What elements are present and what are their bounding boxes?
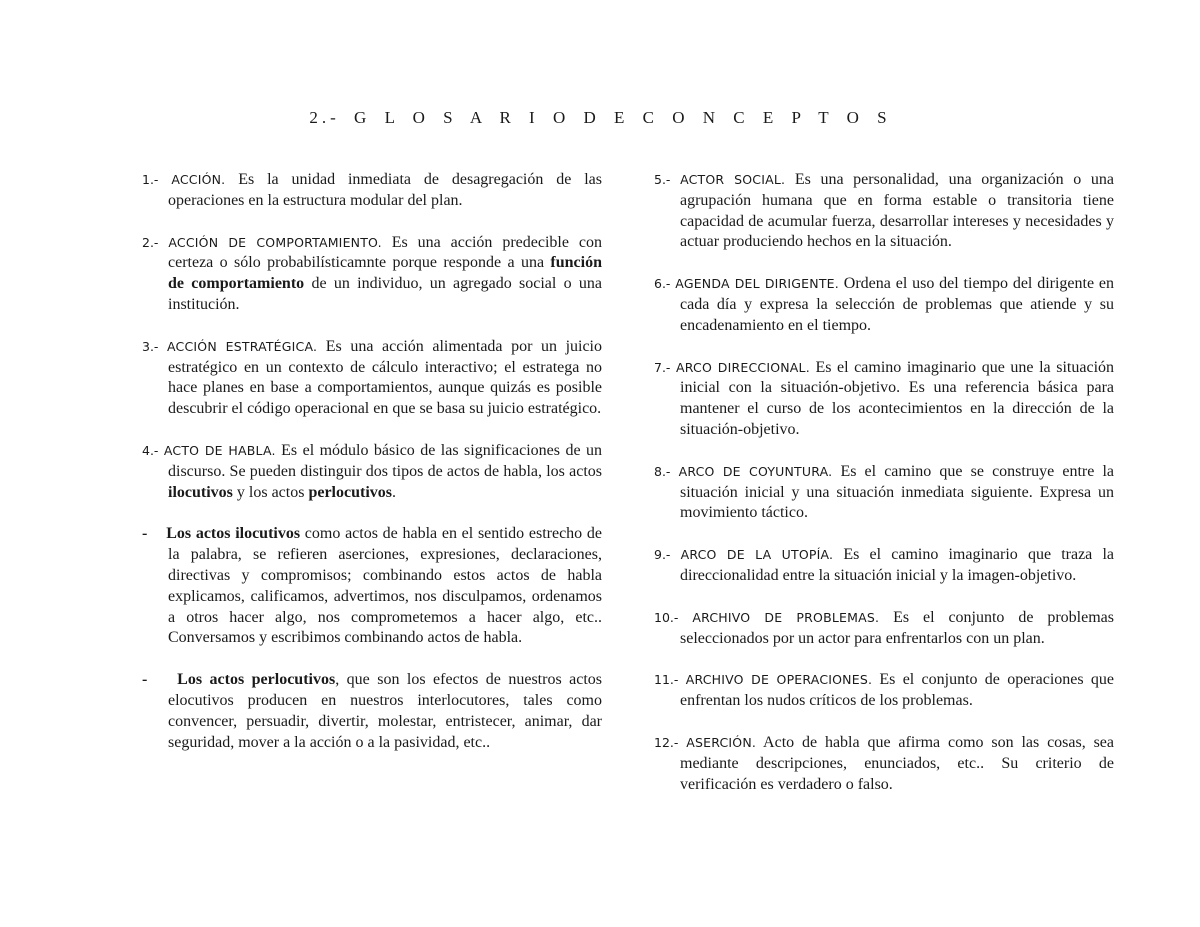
glossary-entry-arco-de-coyuntura (654, 462, 1114, 524)
glossary-entry-accion-estrategica (142, 337, 602, 420)
glossary-entry-agenda-del-dirigente (654, 274, 1114, 336)
entry-term: ARCO DIRECCIONAL. (676, 359, 810, 375)
entry-term: ARCO DE LA UTOPÍA. (680, 547, 834, 563)
entry-number: 5.- (654, 172, 671, 187)
entry-number: 10.- (654, 609, 679, 625)
glossary-entry-arco-direccional (654, 358, 1114, 441)
entry-number: 3.- (142, 338, 159, 354)
entry-term: ACTOR SOCIAL. (680, 172, 786, 187)
glossary-entry-asercion (654, 733, 1114, 795)
entry-number: 12.- (654, 734, 679, 750)
entry-definition: Es el camino imaginario que une la situación inicial con la situación-objetivo. Es una referencia básica para mantener el curso de los acontecimientos en la dirección de la situación-objetivo. (680, 358, 1115, 438)
entry-number: 11.- (654, 672, 679, 688)
glossary-subentry-perlocutivos (142, 670, 602, 753)
glossary-entry-archivo-de-operaciones (654, 670, 1114, 712)
entry-definition: Es el camino imaginario que traza la direccionalidad entre la situación inicial y la imagen-objetivo. (680, 546, 1114, 584)
entry-bold-phrase: perlocutivos (308, 483, 392, 501)
entry-definition: de un individuo, un agregado social o una institución. (168, 275, 602, 313)
entry-bold-phrase: ilocutivos (168, 483, 233, 501)
entry-number: 1.- (142, 172, 159, 187)
entry-definition: . (391, 483, 396, 501)
entry-term: AGENDA DEL DIRIGENTE. (675, 276, 839, 292)
bullet-dash: - (142, 671, 148, 689)
entry-number: 7.- (654, 359, 671, 375)
entry-number: 6.- (654, 276, 671, 292)
entry-number: 9.- (654, 547, 671, 563)
entry-definition: , que son los efectos de nuestros actos elocutivos producen en nuestros interlocutores, tales como convencer, persuadir, divertir, molestar, entristecer, animar, dar seguridad, mover a la acción o a la pasividad, etc.. (168, 671, 603, 751)
glossary-column-right (654, 170, 1114, 816)
entry-definition: Acto de habla que afirma como son las cosas, sea mediante descripciones, enunciados, etc.. Su criterio de verificación es verdadero o falso. (680, 733, 1115, 793)
entry-definition: Es el conjunto de problemas seleccionados por un actor para enfrentarlos con un plan. (680, 608, 1115, 647)
entry-definition: Es el camino que se construye entre la situación inicial y una situación inmediata siguiente. Expresa un movimiento táctico. (680, 462, 1115, 522)
entry-term: ACCIÓN DE COMPORTAMIENTO. (168, 234, 382, 250)
entry-definition: Es el conjunto de operaciones que enfrentan los nudos críticos de los problemas. (680, 671, 1114, 710)
entry-definition: Es la unidad inmediata de desagregación de las operaciones en la estructura modular del plan. (168, 171, 602, 209)
entry-bold-phrase: función de comportamiento (168, 254, 602, 293)
entry-definition: Es el módulo básico de las significaciones de un discurso. Se pueden distinguir dos tipos de actos de habla, los actos (168, 441, 602, 480)
entry-bold-phrase: Los actos ilocutivos (166, 525, 301, 543)
glossary-entry-accion-de-comportamiento (142, 233, 602, 316)
glossary-entry-accion (142, 170, 602, 212)
page-title: 2.- G L O S A R I O D E C O N C E P T O S (309, 108, 891, 127)
entry-term: ARCHIVO DE PROBLEMAS. (692, 609, 880, 625)
entry-number: 2.- (142, 234, 159, 250)
entry-number: 4.- (142, 442, 159, 458)
entry-definition: Es una acción alimentada por un juicio estratégico en un contexto de cálculo interactivo; el estratega no hace planes en base a comportamientos, aunque quizás es posible descubrir el código operacional en que se basa su juicio estratégico. (168, 337, 603, 418)
glossary-subentry-ilocutivos (142, 524, 602, 649)
entry-bold-phrase: Los actos perlocutivos (177, 671, 336, 689)
entry-definition: Ordena el uso del tiempo del dirigente en cada día y expresa la selección de problemas que atiende y su encadenamiento en el tiempo. (680, 275, 1115, 334)
entry-definition: como actos de habla en el sentido estrecho de la palabra, se refieren aserciones, expresiones, declaraciones, directivas y compromisos; combinando estos actos de habla explicamos, calificamos, advertimos, nos disculpamos, ordenamos a otros hacer algo, nos comprometemos a hacer algo, etc.. Conversamos y escribimos combinando actos de habla. (168, 525, 602, 647)
bullet-dash: - (142, 525, 148, 543)
entry-number: 8.- (654, 463, 671, 479)
glossary-entry-arco-de-la-utopia (654, 545, 1114, 587)
entry-term: ACTO DE HABLA. (163, 442, 276, 458)
entry-definition: y los actos (232, 483, 309, 501)
glossary-column-left (142, 170, 602, 774)
glossary-entry-acto-de-habla (142, 441, 602, 503)
entry-term: ARCHIVO DE OPERACIONES. (685, 672, 873, 688)
entry-term: ACCIÓN ESTRATÉGICA. (167, 338, 318, 354)
entry-term: ACCIÓN. (171, 172, 226, 187)
glossary-entry-archivo-de-problemas (654, 608, 1114, 650)
entry-definition: Es una acción predecible con certeza o sólo probabilísticamnte porque responde a una (168, 233, 603, 272)
entry-term: ARCO DE COYUNTURA. (678, 463, 833, 479)
entry-definition: Es una personalidad, una organización o una agrupación humana que en forma estable o transitoria tiene capacidad de acumular fuerza, desarrollar intereses y necesidades y actuar produciendo hechos en la situación. (680, 171, 1115, 251)
glossary-entry-actor-social (654, 170, 1114, 253)
entry-term: ASERCIÓN. (686, 734, 757, 750)
